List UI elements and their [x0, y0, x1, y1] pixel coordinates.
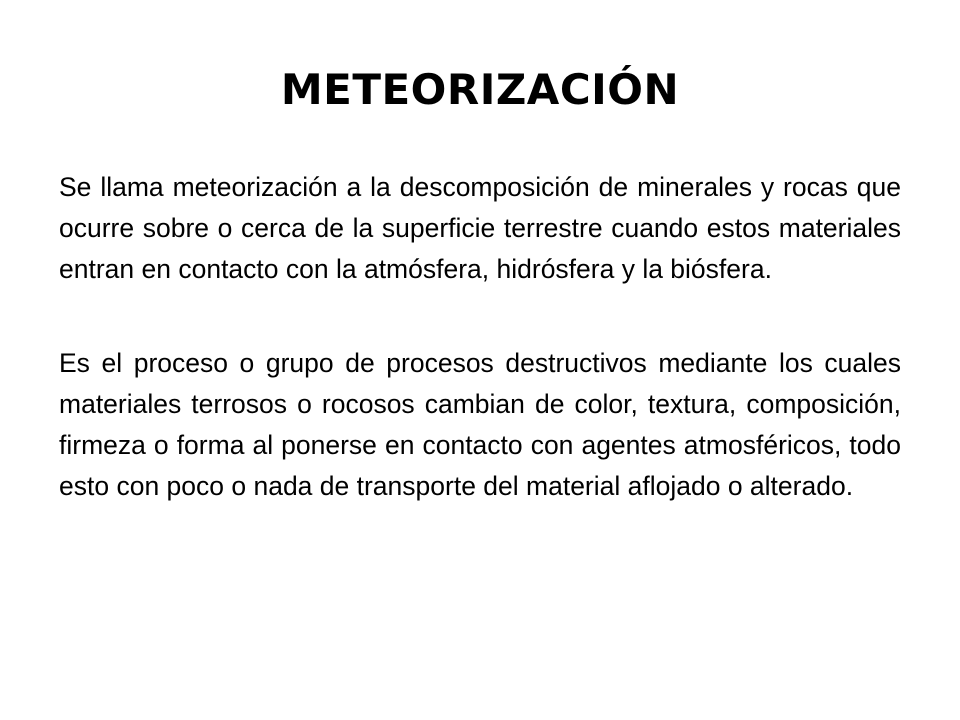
slide-body: [59, 167, 901, 507]
paragraph-process: Es el proceso o grupo de procesos destructivos mediante los cuales materiales terrosos o rocosos cambian de color, textura, composición, firmeza o forma al ponerse en contacto con agentes atmosféricos, todo esto con poco o nada de transporte del material aflojado o alterado.: [59, 348, 901, 501]
slide-title: METEORIZACIÓN: [280, 65, 680, 114]
paragraph-definition: Se llama meteorización a la descomposición de minerales y rocas que ocurre sobre o cerca de la superficie terrestre cuando estos materiales entran en contacto con la atmósfera, hidrósfera y la biósfera.: [59, 172, 901, 284]
